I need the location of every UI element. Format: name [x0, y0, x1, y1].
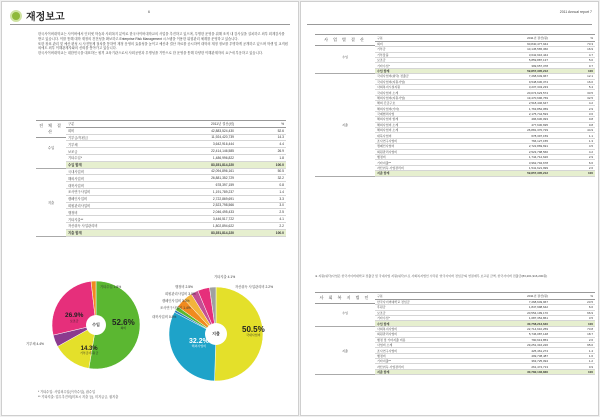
percent-cell: 3.5 — [550, 315, 595, 320]
row-label: 기부채 — [66, 141, 146, 148]
amount-cell: 3,446,517,722 — [146, 216, 236, 223]
amount-cell: 1,802,894,622 — [146, 222, 236, 229]
pie-slice-value: 52.6% — [112, 318, 135, 327]
amount-cell: 19,470,696,769 — [465, 95, 550, 100]
percent-cell: 44.9 — [550, 128, 595, 133]
amount-cell: 1,763,852,059 — [465, 106, 550, 111]
amount-cell: 22,714,610,259 — [465, 326, 550, 331]
row-label: 회비 — [66, 127, 146, 134]
pie-callout: 기타지출 4.1% — [214, 275, 236, 279]
percent-cell: 12.1 — [550, 74, 595, 79]
footnote: * 기타수입: 사업외수입(이자수입), 잡수입 — [38, 390, 96, 394]
row-group-label: 지출 — [315, 326, 375, 375]
percent-cell: 0.9 — [550, 364, 595, 369]
row-label: 보조금 — [375, 310, 465, 315]
total-amount: 83,351,814,220 — [146, 229, 236, 236]
col-header: 2011년 결산(원) — [146, 121, 236, 128]
row-label: 대북사업비 — [375, 133, 465, 138]
row-group-label: 지출 — [36, 168, 66, 236]
amount-cell: 2,046,495,433 — [146, 209, 236, 216]
footnote: ** 기타지출: 업무추진비(미표시 지출 등), 미지급금, 잡지출 — [38, 395, 119, 399]
row-label: 행정비 — [66, 209, 146, 216]
row-label: 국내사업비(지원사업) — [375, 79, 465, 84]
row-label: 캠페인사업비 — [66, 195, 146, 202]
left-page — [1, 1, 299, 416]
percent-cell: 5.0 — [550, 57, 595, 62]
page-number-left: 6 — [148, 10, 150, 14]
amount-cell: 3,642,916,444 — [146, 141, 236, 148]
table-row — [36, 182, 286, 189]
percent-cell: 95.0 — [550, 342, 595, 347]
amount-cell: 678,397,159 — [146, 182, 236, 189]
row-label: 자산취득 사업관리비 — [66, 222, 146, 229]
percent-cell: 2.9 — [550, 106, 595, 111]
row-label: 행정비 — [375, 155, 465, 160]
intro-paragraph: 한국사이버대학교는 대한민국을 대표하는 원격 교육기관으로서 사회공헌과 투명성을 기반으로 한 운영을 통해 다양한 이해관계자의 요구에 부응하고 있습니다. — [38, 51, 263, 56]
right-page — [300, 1, 599, 416]
row-label: 해외사업비 — [66, 175, 146, 182]
amount-cell: 3,237,343,233 — [465, 84, 550, 89]
row-label: 사회복지시설지원 — [375, 84, 465, 89]
section-header — [10, 8, 65, 23]
total-percent: 100 — [550, 68, 595, 73]
percent-cell: 6.0 — [550, 305, 595, 310]
intro-text — [38, 32, 288, 56]
header-rule — [307, 24, 592, 25]
amount-cell: 2,175,744,593 — [465, 111, 550, 116]
amount-cell: 1,191,789,237 — [146, 188, 236, 195]
row-label: 기부금 — [375, 47, 465, 52]
total-label: 수입 합계 — [375, 68, 465, 73]
amount-cell: 363,725,094 — [465, 359, 550, 364]
percent-cell: 1.4 — [550, 348, 595, 353]
pie-slice-label — [80, 346, 98, 355]
pie-callout: 캠페인사업비 3.3% — [162, 299, 190, 303]
total-percent: 100 — [550, 369, 595, 374]
row-label: 국제협력사업 — [375, 111, 465, 116]
row-label: 사업비 소계 — [375, 342, 465, 347]
amount-cell: 2,722,869,691 — [465, 144, 550, 149]
percent-cell: 4.2 — [550, 149, 595, 154]
amount-cell: 1,744,712,626 — [465, 155, 550, 160]
percent-cell: 0.8 — [550, 117, 595, 122]
percent-cell: 26.9 — [236, 148, 286, 155]
table-footnote: ※ 지원(위탁)사업은 한국사이버대학교 전출금 및 국내사업 지원(위탁)으로 사회복지법인 수탁된 '한국사이버 전입금'의 연결재무 보고된 금액, 한국사이버 전출금(83,201,916,200원) — [315, 274, 548, 278]
row-label: 후원금 — [375, 305, 465, 310]
section-title: 재정보고 — [26, 12, 65, 23]
pie-slice-value: 26.9% — [65, 312, 84, 319]
pie-slice-name: 회비 — [120, 326, 127, 330]
table-heading: 전 체 결 산 — [36, 120, 66, 138]
row-label: 보조금 — [66, 148, 146, 155]
amount-cell: 60,840,477,944 — [465, 41, 550, 46]
percent-cell: 32.2 — [236, 175, 286, 182]
percent-cell: 16.0 — [550, 79, 595, 84]
total-amount: 59,857,305,212 — [465, 171, 550, 176]
pie-slice-label — [65, 313, 83, 323]
amount-cell: 3,962,794,678 — [465, 160, 550, 165]
amount-cell: 678,397,159 — [465, 133, 550, 138]
pie-slice-value: 14.3% — [80, 346, 98, 352]
amount-cell: 29,251,316,226 — [465, 342, 550, 347]
total-row — [36, 229, 286, 236]
percent-cell: 4.7 — [550, 52, 595, 57]
row-group-label: 지출 — [315, 74, 375, 176]
row-group-label: 수입 — [36, 127, 66, 168]
col-header: 2011년 결산(원) — [465, 293, 550, 300]
row-label: 행정 및 기타지출 비용 — [375, 337, 465, 342]
table-row — [36, 195, 286, 202]
row-label: 행정비 — [375, 353, 465, 358]
percent-cell: 50.5 — [236, 168, 286, 175]
pie-callout: 회원관리사업비 3.0% — [165, 292, 196, 296]
row-label: 조사연구사업비 — [375, 348, 465, 353]
percent-cell: 1.2 — [550, 359, 595, 364]
footnotes — [38, 390, 118, 400]
percent-cell: 4.4 — [236, 141, 286, 148]
row-label: 회원관리사업비 — [66, 202, 146, 209]
percent-cell: 14.3 — [236, 134, 286, 141]
row-label: 보조금 — [375, 57, 465, 62]
table-row — [36, 141, 286, 148]
col-header: % — [236, 121, 286, 128]
row-label: 조사연구사업비 — [66, 188, 146, 195]
amount-cell: 2,523,798,566 — [146, 202, 236, 209]
amount-cell: 499,738,487 — [465, 353, 550, 358]
row-label: 해외사업비(지원사업) — [375, 95, 465, 100]
pie-slice-name: 국내사업비 — [246, 333, 261, 337]
amount-cell: 477,630,695 — [465, 122, 550, 127]
table-row — [36, 148, 286, 155]
percent-cell: 3.3 — [236, 195, 286, 202]
row-label: 기부물품 — [375, 52, 465, 57]
running-head: 2011 Annual report 7 — [559, 10, 592, 14]
pie-callout: 행정비 2.5% — [175, 285, 193, 289]
row-label: 국내사업비(위탁) 전출금 — [375, 74, 465, 79]
percent-cell: 1.3 — [550, 138, 595, 143]
pie-callout: 조사연구사업비 1.4% — [160, 306, 191, 310]
percent-cell: 0.7 — [550, 63, 595, 68]
pie-callout: 대북사업비 0.8% — [152, 315, 177, 319]
row-label: 회원관리사업비 — [375, 149, 465, 154]
total-label: 지출 합계 — [375, 171, 465, 176]
row-label: 기타지출** — [375, 160, 465, 165]
pie-callout: 기타수입 1.8% — [100, 285, 122, 289]
amount-cell: 425,461,274 — [465, 348, 550, 353]
table-row — [36, 154, 286, 161]
total-percent: 100 — [550, 321, 595, 326]
percent-cell: 1.6 — [550, 353, 595, 358]
pie-callout: 기부채 4.4% — [26, 342, 44, 346]
row-label: 회비 — [375, 41, 465, 46]
table-row — [36, 209, 286, 216]
row-label: 해외사업비(기타) — [375, 106, 465, 111]
percent-cell: 73.8 — [550, 326, 595, 331]
amount-cell: 26,881,370,729 — [465, 128, 550, 133]
col-header: % — [550, 35, 595, 42]
business-settlement-table — [315, 34, 595, 177]
percent-cell: 2.9 — [550, 155, 595, 160]
pie-slice-name: 기부금/후원금 — [80, 351, 99, 355]
row-group-label: 수입 — [315, 299, 375, 326]
social-welfare-table — [315, 292, 595, 375]
amount-cell: 2,722,869,691 — [146, 195, 236, 202]
total-row — [36, 161, 286, 168]
table-row — [36, 127, 286, 134]
percent-cell: 33.5 — [550, 90, 595, 95]
percent-cell: 0.8 — [550, 122, 595, 127]
row-label: 자산취득 사업관리비 — [375, 364, 465, 369]
pie-slice-label — [189, 338, 209, 348]
percent-cell: 3.0 — [236, 202, 286, 209]
total-label: 지출 합계 — [375, 369, 465, 374]
intro-paragraph: 한국사이버대학교는 사이버에서 인터넷 학습과 사회복지 분야로 한국사이버대학교의 사업을 추진하고 있으며, 투명한 운영을 위해 조직 내 감사실을 설치하고 외부 회계감사를 받고 있습니다. 이를 통해 대학 재정의 건전성을 확보하고 Enterprise Risk Management 시스템을 이용한 위험관리 체계를 운영하고 있습니다. — [38, 32, 285, 41]
percent-cell: 6.6 — [550, 160, 595, 165]
amount-cell: 2,523,798,566 — [465, 149, 550, 154]
row-group-label: 수입 — [315, 41, 375, 73]
percent-cell: 2.6 — [550, 165, 595, 170]
percent-cell: 1.8 — [236, 154, 286, 161]
row-label: 해외사업비 합계 — [375, 117, 465, 122]
col-header: 2011년 결산(원) — [465, 35, 550, 42]
amount-cell: 1,541,621,999 — [465, 165, 550, 170]
amount-cell: 766,127,155 — [465, 138, 550, 143]
intro-paragraph: 또한 장표 관리 및 예산 편성 시 사전통제 절차를 통하여 재정 운영의 효율성을 높이고 예산과 결산 자료를 공시하여 대학의 재정 정보를 투명하게 공개하고 있으며 학생 및 교직원 외에도 외부 이해관계자와의 신뢰를 쌓아가고 있습니다. — [38, 41, 288, 51]
table-row — [36, 134, 286, 141]
row-label: 해외사업비 소계 — [375, 122, 465, 127]
amount-cell: 22,414,146,585 — [146, 148, 236, 155]
row-label: 자산취득 사업관리비 — [375, 165, 465, 170]
row-label: 기타지출** — [66, 216, 146, 223]
row-label: 조사연구사업비 — [375, 138, 465, 143]
percent-cell: 2.6 — [550, 337, 595, 342]
pie-slice-value: 32.2% — [189, 338, 209, 345]
percent-cell: 52.6 — [236, 127, 286, 134]
col-header: 구분 — [375, 35, 465, 42]
row-label: 기타수입* — [375, 315, 465, 320]
table-row — [36, 222, 286, 229]
amount-cell: 11,924,420,739 — [146, 134, 236, 141]
row-label: 회원관리사업비 — [375, 332, 465, 337]
table-row — [36, 175, 286, 182]
row-label: 기타수입* — [375, 63, 465, 68]
amount-cell: 10,145,565,360 — [465, 47, 550, 52]
total-amount: 30,782,102,830 — [465, 369, 550, 374]
percent-cell: 23.5 — [550, 299, 595, 304]
amount-cell: 7,268,649,967 — [465, 74, 550, 79]
amount-cell: 1,087,354,861 — [465, 315, 550, 320]
percent-cell: 3.6 — [550, 111, 595, 116]
amount-cell: 20,554,199,170 — [465, 310, 550, 315]
total-percent: 100.0 — [236, 229, 286, 236]
amount-cell: 9,548,630,374 — [465, 79, 550, 84]
amount-cell: 5,859,887,137 — [465, 57, 550, 62]
row-label: 국내사업비 — [66, 168, 146, 175]
pie-slice-name: 보조금 — [69, 318, 79, 323]
percent-cell: 5.4 — [550, 84, 595, 89]
row-label: 대북사업비 — [66, 182, 146, 189]
section-bullet-icon — [10, 10, 22, 22]
amount-cell: 3,642,916,444 — [465, 52, 550, 57]
amount-cell: 790,613,853 — [465, 337, 550, 342]
row-label: 국내사업비 소계 — [375, 90, 465, 95]
pie-center-label: 지출 — [205, 323, 227, 345]
percent-cell: 4.2 — [550, 101, 595, 106]
row-label: 한국사이버대학교 전입금 — [375, 299, 465, 304]
total-amount: 83,351,814,220 — [146, 161, 236, 168]
percent-cell: 4.1 — [236, 216, 286, 223]
amount-cell: 1,486,996,822 — [146, 154, 236, 161]
percent-cell: 16.9 — [550, 47, 595, 52]
table-row — [36, 168, 286, 175]
total-amount: 30,758,212,640 — [465, 321, 550, 326]
table-row — [36, 216, 286, 223]
table-heading: 사 업 별 결 산 — [315, 34, 375, 46]
percent-cell: 1.4 — [236, 188, 286, 195]
amount-cell: 261,474,713 — [465, 364, 550, 369]
pie-center-label: 수입 — [86, 315, 106, 335]
amount-cell: 496,630,093 — [465, 117, 550, 122]
header-rule — [10, 24, 290, 25]
amount-cell: 26,881,352,729 — [146, 175, 236, 182]
percent-cell: 32.5 — [550, 95, 595, 100]
col-header: % — [550, 293, 595, 300]
percent-cell: 4.5 — [550, 144, 595, 149]
amount-cell: 20,074,623,574 — [465, 90, 550, 95]
total-amount: 59,857,305,212 — [465, 68, 550, 73]
row-label: 해외 긴급구호 — [375, 101, 465, 106]
row-label: 기타지출** — [375, 359, 465, 364]
row-label: 사회복지사업비 — [375, 326, 465, 331]
amount-cell: 7,268,649,967 — [465, 299, 550, 304]
percent-cell: 18.7 — [550, 332, 595, 337]
percent-cell: 73.3 — [550, 41, 595, 46]
percent-cell: 66.9 — [550, 310, 595, 315]
row-label: 기타수입* — [66, 154, 146, 161]
percent-cell: 2.5 — [236, 209, 286, 216]
pie-slice-value: 50.5% — [242, 325, 265, 334]
col-header: 구분 — [375, 293, 465, 300]
total-label: 수입 합계 — [66, 161, 146, 168]
total-percent: 100.0 — [236, 161, 286, 168]
amount-cell: 42,094,896,161 — [146, 168, 236, 175]
total-percent: 100 — [550, 171, 595, 176]
table-row — [36, 188, 286, 195]
amount-cell: 1,847,998,642 — [465, 305, 550, 310]
pie-slice-label — [242, 326, 265, 337]
row-label: 해외사업비 소계 — [375, 128, 465, 133]
table-row — [36, 202, 286, 209]
row-label: 캠페인사업비 — [375, 144, 465, 149]
total-label: 수입 합계 — [375, 321, 465, 326]
percent-cell: 0.8 — [236, 182, 286, 189]
total-label: 지출 합계 — [66, 229, 146, 236]
amount-cell: 42,883,524,430 — [146, 127, 236, 134]
pie-slice-name: 해외사업비 — [191, 344, 207, 348]
amount-cell: 2,518,446,647 — [465, 101, 550, 106]
row-label: 기부금/후원금 — [66, 134, 146, 141]
amount-cell: 5,746,087,148 — [465, 332, 550, 337]
pie-slice-label — [112, 319, 135, 330]
amount-cell: 399,657,378 — [465, 63, 550, 68]
pie-callout: 자산취득 사업관리비 2.2% — [235, 285, 274, 289]
total-settlement-table — [36, 120, 286, 237]
col-header: 구분 — [66, 121, 146, 128]
table-heading: 사 회 복 지 법 인 — [315, 292, 375, 304]
percent-cell: 1.1 — [550, 133, 595, 138]
percent-cell: 2.2 — [236, 222, 286, 229]
